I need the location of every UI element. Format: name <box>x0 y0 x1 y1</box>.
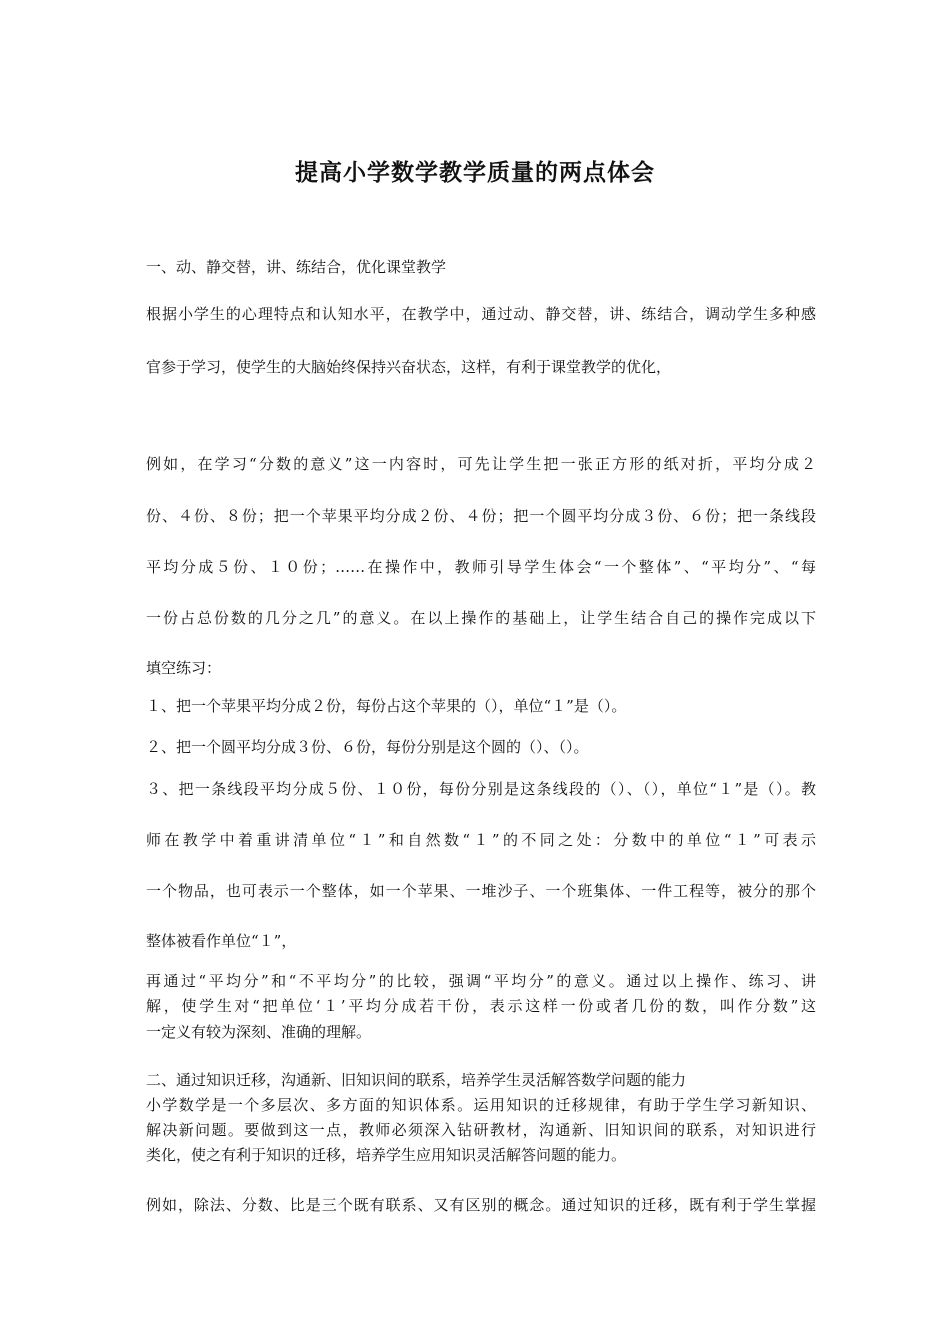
paragraph-line: 一份占总份数的几分之几”的意义。在以上操作的基础上，让学生结合自己的操作完成以下 <box>146 609 816 627</box>
paragraph-line: 解，使学生对“把单位‘１’平均分成若干份，表示这样一份或者几份的数，叫作分数”这 <box>146 997 816 1015</box>
paragraph-line: 根据小学生的心理特点和认知水平，在教学中，通过动、静交替，讲、练结合，调动学生多种感 <box>146 305 816 323</box>
paragraph-line: 官参于学习，使学生的大脑始终保持兴奋状态，这样，有利于课堂教学的优化， <box>146 358 672 376</box>
paragraph-line: 一个物品，也可表示一个整体，如一个苹果、一堆沙子、一个班集体、一件工程等，被分的那个 <box>146 882 816 900</box>
paragraph-line: 再通过“平均分”和“不平均分”的比较，强调“平均分”的意义。通过以上操作、练习、讲 <box>146 972 816 990</box>
paragraph-line: 解决新问题。要做到这一点，教师必须深入钻研教材，沟通新、旧知识间的联系，对知识进行 <box>146 1121 816 1139</box>
paragraph-line: 类化，使之有利于知识的迁移，培养学生应用知识灵活解答问题的能力。 <box>146 1146 627 1164</box>
paragraph-line: 平均分成５份、１０份；……在操作中，教师引导学生体会“一个整体”、“平均分”、“每 <box>146 558 816 576</box>
paragraph-line: 份、４份、８份；把一个苹果平均分成２份、４份；把一个圆平均分成３份、６份；把一条线段 <box>146 507 816 525</box>
section-heading: 二、通过知识迁移，沟通新、旧知识间的联系，培养学生灵活解答数学问题的能力 <box>146 1071 687 1089</box>
exercise-item: ３、把一条线段平均分成５份、１０份，每份分别是这条线段的（）、（），单位“１”是（）。教 <box>146 780 816 798</box>
exercise-item: ２、把一个圆平均分成３份、６份，每份分别是这个圆的（）、（）。 <box>146 738 589 756</box>
paragraph-line: 整体被看作单位“１”， <box>146 932 297 950</box>
paragraph-line: 例如，在学习“分数的意义”这一内容时，可先让学生把一张正方形的纸对折，平均分成２ <box>146 455 816 473</box>
paragraph-line: 师在教学中着重讲清单位“１”和自然数“１”的不同之处：分数中的单位“１”可表示 <box>146 831 816 849</box>
section-heading: 一、动、静交替，讲、练结合，优化课堂教学 <box>146 258 447 276</box>
paragraph-line: 填空练习： <box>146 659 222 677</box>
document-title: 提高小学数学教学质量的两点体会 <box>295 159 655 186</box>
paragraph-line: 小学数学是一个多层次、多方面的知识体系。运用知识的迁移规律，有助于学生学习新知识、 <box>146 1096 816 1114</box>
paragraph-line: 一定义有较为深刻、准确的理解。 <box>146 1023 372 1041</box>
exercise-item: １、把一个苹果平均分成２份，每份占这个苹果的（），单位“１”是（）。 <box>146 697 627 715</box>
paragraph-line: 例如，除法、分数、比是三个既有联系、又有区别的概念。通过知识的迁移，既有利于学生掌握 <box>146 1196 816 1214</box>
